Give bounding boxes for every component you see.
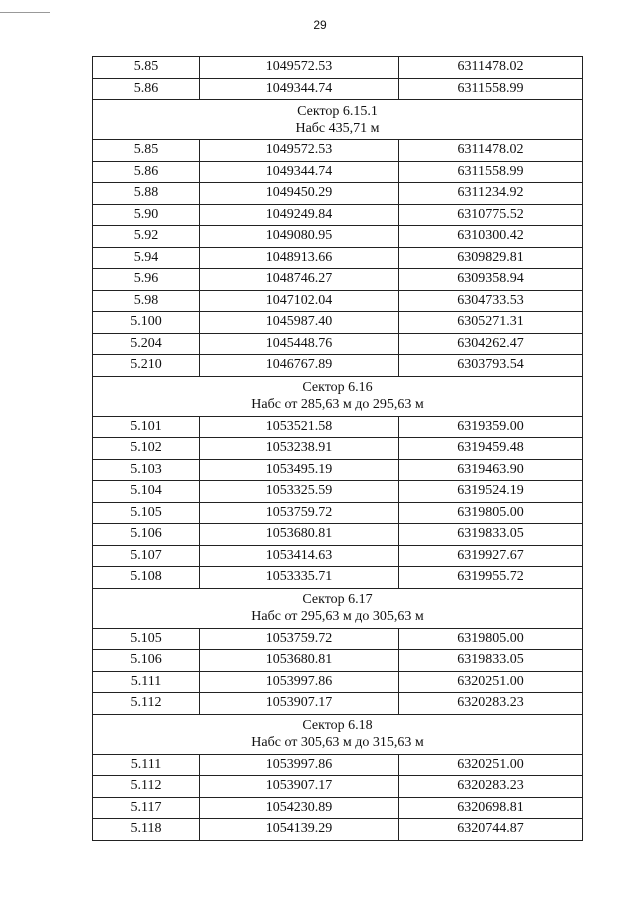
point-number-cell: 5.88	[93, 183, 200, 205]
x-coordinate-cell: 1048913.66	[200, 247, 399, 269]
point-number-cell: 5.105	[93, 502, 200, 524]
sector-header-row	[93, 714, 583, 754]
table-row	[93, 628, 583, 650]
coordinates-table-body	[93, 57, 583, 841]
point-number-cell: 5.94	[93, 247, 200, 269]
x-coordinate-cell: 1053414.63	[200, 545, 399, 567]
table-row	[93, 333, 583, 355]
y-coordinate-cell: 6320698.81	[399, 797, 583, 819]
y-coordinate-cell: 6305271.31	[399, 312, 583, 334]
table-row	[93, 524, 583, 546]
table-row	[93, 312, 583, 334]
point-number-cell: 5.106	[93, 524, 200, 546]
y-coordinate-cell: 6319805.00	[399, 502, 583, 524]
y-coordinate-cell: 6319955.72	[399, 567, 583, 589]
x-coordinate-cell: 1053907.17	[200, 776, 399, 798]
x-coordinate-cell: 1049572.53	[200, 140, 399, 162]
sector-header-cell	[93, 376, 583, 416]
y-coordinate-cell: 6303793.54	[399, 355, 583, 377]
y-coordinate-cell: 6319459.48	[399, 438, 583, 460]
coordinates-table	[92, 56, 583, 841]
page-number: 29	[313, 18, 327, 32]
y-coordinate-cell: 6319833.05	[399, 524, 583, 546]
y-coordinate-cell: 6311478.02	[399, 140, 583, 162]
x-coordinate-cell: 1053238.91	[200, 438, 399, 460]
table-row	[93, 754, 583, 776]
table-row	[93, 459, 583, 481]
sector-header-cell	[93, 100, 583, 140]
table-row	[93, 797, 583, 819]
table-row	[93, 204, 583, 226]
sector-header-row	[93, 588, 583, 628]
table-row	[93, 78, 583, 100]
point-number-cell: 5.101	[93, 416, 200, 438]
point-number-cell: 5.85	[93, 57, 200, 79]
y-coordinate-cell: 6310775.52	[399, 204, 583, 226]
point-number-cell: 5.210	[93, 355, 200, 377]
x-coordinate-cell: 1045448.76	[200, 333, 399, 355]
y-coordinate-cell: 6319833.05	[399, 650, 583, 672]
y-coordinate-cell: 6311234.92	[399, 183, 583, 205]
x-coordinate-cell: 1049080.95	[200, 226, 399, 248]
table-row	[93, 567, 583, 589]
y-coordinate-cell: 6310300.42	[399, 226, 583, 248]
table-row	[93, 693, 583, 715]
x-coordinate-cell: 1053495.19	[200, 459, 399, 481]
x-coordinate-cell: 1053680.81	[200, 524, 399, 546]
point-number-cell: 5.108	[93, 567, 200, 589]
sector-title: Сектор 6.15.1	[297, 103, 378, 119]
y-coordinate-cell: 6304733.53	[399, 290, 583, 312]
table-row	[93, 545, 583, 567]
point-number-cell: 5.102	[93, 438, 200, 460]
x-coordinate-cell: 1049344.74	[200, 78, 399, 100]
x-coordinate-cell: 1048746.27	[200, 269, 399, 291]
point-number-cell: 5.105	[93, 628, 200, 650]
point-number-cell: 5.106	[93, 650, 200, 672]
point-number-cell: 5.100	[93, 312, 200, 334]
point-number-cell: 5.117	[93, 797, 200, 819]
y-coordinate-cell: 6311558.99	[399, 161, 583, 183]
point-number-cell: 5.103	[93, 459, 200, 481]
sector-title: Сектор 6.16	[302, 380, 373, 395]
x-coordinate-cell: 1049572.53	[200, 57, 399, 79]
point-number-cell: 5.98	[93, 290, 200, 312]
x-coordinate-cell: 1053997.86	[200, 754, 399, 776]
sector-title: Сектор 6.17	[302, 592, 373, 607]
y-coordinate-cell: 6320744.87	[399, 819, 583, 841]
x-coordinate-cell: 1053325.59	[200, 481, 399, 503]
y-coordinate-cell: 6319359.00	[399, 416, 583, 438]
table-row	[93, 819, 583, 841]
x-coordinate-cell: 1053335.71	[200, 567, 399, 589]
point-number-cell: 5.111	[93, 671, 200, 693]
table-row	[93, 57, 583, 79]
sector-elevation: Набс от 285,63 м до 295,63 м	[251, 397, 424, 412]
y-coordinate-cell: 6320283.23	[399, 776, 583, 798]
sector-header-row	[93, 376, 583, 416]
table-row	[93, 650, 583, 672]
y-coordinate-cell: 6311558.99	[399, 78, 583, 100]
y-coordinate-cell: 6309829.81	[399, 247, 583, 269]
x-coordinate-cell: 1053521.58	[200, 416, 399, 438]
y-coordinate-cell: 6320251.00	[399, 671, 583, 693]
point-number-cell: 5.112	[93, 693, 200, 715]
y-coordinate-cell: 6319463.90	[399, 459, 583, 481]
x-coordinate-cell: 1049249.84	[200, 204, 399, 226]
sector-header-row	[93, 100, 583, 140]
x-coordinate-cell: 1047102.04	[200, 290, 399, 312]
sector-title: Сектор 6.18	[302, 718, 373, 733]
x-coordinate-cell: 1049344.74	[200, 161, 399, 183]
table-row	[93, 355, 583, 377]
y-coordinate-cell: 6304262.47	[399, 333, 583, 355]
corner-mark	[0, 0, 50, 13]
point-number-cell: 5.86	[93, 78, 200, 100]
point-number-cell: 5.111	[93, 754, 200, 776]
y-coordinate-cell: 6309358.94	[399, 269, 583, 291]
table-row	[93, 671, 583, 693]
point-number-cell: 5.107	[93, 545, 200, 567]
x-coordinate-cell: 1054230.89	[200, 797, 399, 819]
y-coordinate-cell: 6311478.02	[399, 57, 583, 79]
table-row	[93, 140, 583, 162]
table-row	[93, 290, 583, 312]
y-coordinate-cell: 6319805.00	[399, 628, 583, 650]
table-row	[93, 416, 583, 438]
point-number-cell: 5.96	[93, 269, 200, 291]
table-row	[93, 226, 583, 248]
x-coordinate-cell: 1054139.29	[200, 819, 399, 841]
point-number-cell: 5.86	[93, 161, 200, 183]
sector-header-cell	[93, 588, 583, 628]
table-row	[93, 247, 583, 269]
sector-elevation: Набс от 295,63 м до 305,63 м	[251, 609, 424, 624]
table-row	[93, 776, 583, 798]
y-coordinate-cell: 6319524.19	[399, 481, 583, 503]
x-coordinate-cell: 1053759.72	[200, 502, 399, 524]
x-coordinate-cell: 1046767.89	[200, 355, 399, 377]
sector-elevation: Набс от 305,63 м до 315,63 м	[251, 735, 424, 750]
table-row	[93, 438, 583, 460]
x-coordinate-cell: 1053997.86	[200, 671, 399, 693]
table-row	[93, 481, 583, 503]
point-number-cell: 5.112	[93, 776, 200, 798]
point-number-cell: 5.92	[93, 226, 200, 248]
x-coordinate-cell: 1053680.81	[200, 650, 399, 672]
table-row	[93, 161, 583, 183]
y-coordinate-cell: 6320283.23	[399, 693, 583, 715]
sector-elevation: Набс 435,71 м	[295, 120, 380, 136]
point-number-cell: 5.118	[93, 819, 200, 841]
y-coordinate-cell: 6320251.00	[399, 754, 583, 776]
point-number-cell: 5.90	[93, 204, 200, 226]
table-row	[93, 183, 583, 205]
sector-header-cell	[93, 714, 583, 754]
x-coordinate-cell: 1045987.40	[200, 312, 399, 334]
point-number-cell: 5.104	[93, 481, 200, 503]
table-row	[93, 269, 583, 291]
x-coordinate-cell: 1053907.17	[200, 693, 399, 715]
point-number-cell: 5.204	[93, 333, 200, 355]
x-coordinate-cell: 1049450.29	[200, 183, 399, 205]
y-coordinate-cell: 6319927.67	[399, 545, 583, 567]
x-coordinate-cell: 1053759.72	[200, 628, 399, 650]
point-number-cell: 5.85	[93, 140, 200, 162]
table-row	[93, 502, 583, 524]
